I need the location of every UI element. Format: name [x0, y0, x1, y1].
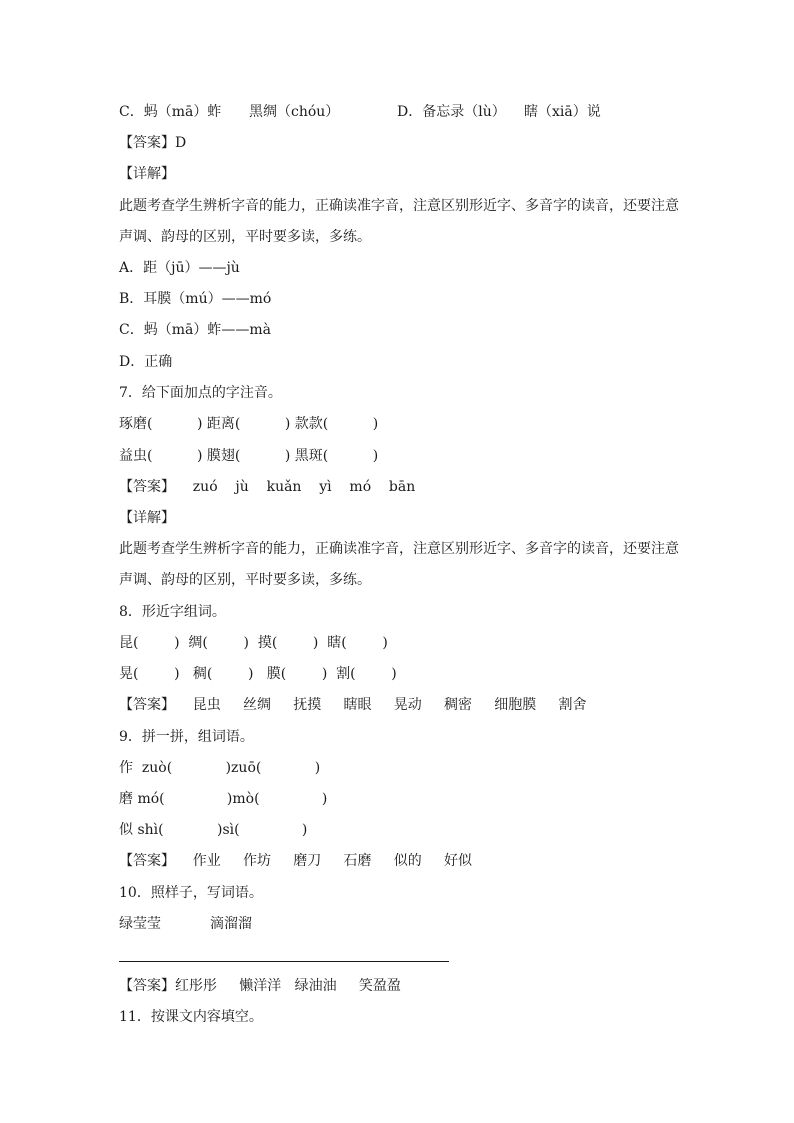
explanation-heading: 【详解】	[119, 510, 175, 526]
explanation-text: 声调、韵母的区别，平时要多读，多练。	[119, 229, 371, 245]
answer-underline	[119, 961, 449, 962]
question-title: 7．给下面加点的字注音。	[119, 385, 282, 401]
option-d-part2: 瞎（xiā）说	[524, 104, 601, 120]
option-d-part1: D．备忘录（lù）	[397, 104, 506, 120]
question-blank-line: 作 zuò( )zuō( )	[119, 760, 321, 776]
question-title: 11．按课文内容填空。	[119, 1009, 263, 1025]
question-blank-line: 昆( ) 绸( ) 摸( ) 瞎( )	[119, 635, 388, 651]
answer-line: 【答案】红彤彤 懒洋洋 绿油油 笑盈盈	[119, 978, 401, 994]
answer-line: 【答案】 昆虫 丝绸 抚摸 瞎眼 晃动 稠密 细胞膜 割舍	[119, 697, 587, 713]
answer-line: 【答案】 zuó jù kuǎn yì mó bān	[119, 479, 416, 495]
question-blank-line: 似 shì( )sì( )	[119, 822, 308, 838]
question-blank-line: 磨 mó( )mò( )	[119, 791, 328, 807]
explanation-item: B．耳膜（mú）——mó	[119, 291, 272, 307]
explanation-text: 声调、韵母的区别，平时要多读，多练。	[119, 572, 371, 588]
option-c-part1: C．蚂（mā）蚱	[119, 104, 222, 120]
explanation-text: 此题考查学生辨析字音的能力，正确读准字音，注意区别形近字、多音字的读音，还要注意	[119, 198, 679, 214]
option-line-c-d	[119, 102, 601, 122]
question-title: 10．照样子，写词语。	[119, 885, 263, 901]
explanation-item: C．蚂（mā）蚱——mà	[119, 322, 271, 338]
explanation-heading: 【详解】	[119, 166, 175, 182]
question-title: 8．形近字组词。	[119, 604, 226, 620]
question-blank-line: 益虫( ) 膜翅( ) 黑斑( )	[119, 448, 379, 464]
explanation-text: 此题考查学生辨析字音的能力，正确读准字音，注意区别形近字、多音字的读音，还要注意	[119, 541, 679, 557]
question-blank-line: 晃( ) 稠( ) 膜( ) 割( )	[119, 666, 397, 682]
option-c-part2: 黑绸（chóu）	[249, 104, 340, 120]
answer-line: 【答案】D	[119, 135, 187, 151]
example-words: 绿莹莹 滴溜溜	[119, 916, 252, 932]
answer-line: 【答案】 作业 作坊 磨刀 石磨 似的 好似	[119, 853, 473, 869]
explanation-item: A．距（jū）——jù	[119, 260, 240, 276]
question-title: 9．拼一拼，组词语。	[119, 729, 254, 745]
explanation-item: D．正确	[119, 354, 173, 370]
question-blank-line: 琢磨( ) 距离( ) 款款( )	[119, 416, 379, 432]
